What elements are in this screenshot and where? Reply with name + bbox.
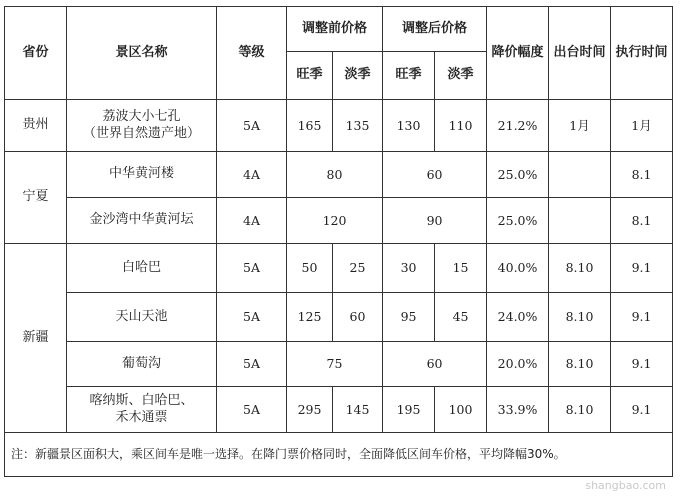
before-off-peak-cell: 145 (333, 387, 383, 433)
grade-cell: 5A (217, 244, 287, 293)
table-row (5, 293, 673, 342)
header-price-after: 调整后价格 (383, 7, 487, 52)
province-cell: 新疆 (5, 244, 67, 433)
table-row (5, 342, 673, 387)
effective-cell: 8.1 (611, 198, 673, 244)
discount-cell: 20.0% (487, 342, 549, 387)
price-adjustment-table (4, 6, 673, 477)
scenic-name-cell: 中华黄河楼 (67, 152, 217, 198)
before-peak-cell: 295 (287, 387, 333, 433)
discount-cell: 40.0% (487, 244, 549, 293)
after-price-cell: 90 (383, 198, 487, 244)
header-after-peak: 旺季 (383, 52, 435, 100)
announce-cell: 8.10 (549, 293, 611, 342)
before-off-peak-cell: 135 (333, 100, 383, 152)
grade-cell: 5A (217, 342, 287, 387)
watermark-text: shangbao.com (585, 479, 666, 492)
discount-cell: 25.0% (487, 198, 549, 244)
after-off-peak-cell: 110 (435, 100, 487, 152)
header-announce-time: 出台时间 (549, 7, 611, 100)
scenic-name-cell: 白哈巴 (67, 244, 217, 293)
announce-cell: 1月 (549, 100, 611, 152)
before-peak-cell: 125 (287, 293, 333, 342)
after-off-peak-cell: 45 (435, 293, 487, 342)
header-after-off-peak: 淡季 (435, 52, 487, 100)
announce-cell: 8.10 (549, 342, 611, 387)
province-cell: 宁夏 (5, 152, 67, 244)
table-row (5, 152, 673, 198)
after-off-peak-cell: 15 (435, 244, 487, 293)
table-row (5, 387, 673, 433)
header-effective-time: 执行时间 (611, 7, 673, 100)
header-before-peak: 旺季 (287, 52, 333, 100)
after-peak-cell: 130 (383, 100, 435, 152)
grade-cell: 5A (217, 387, 287, 433)
grade-cell: 4A (217, 198, 287, 244)
discount-cell: 21.2% (487, 100, 549, 152)
note-row (5, 433, 673, 477)
grade-cell: 5A (217, 100, 287, 152)
after-peak-cell: 30 (383, 244, 435, 293)
grade-cell: 5A (217, 293, 287, 342)
effective-cell: 8.1 (611, 152, 673, 198)
before-off-peak-cell: 25 (333, 244, 383, 293)
discount-cell: 25.0% (487, 152, 549, 198)
scenic-name-cell: 荔波大小七孔 （世界自然遗产地） (67, 100, 217, 152)
note-text: 注：新疆景区面积大，乘区间车是唯一选择。在降门票价格同时，全面降低区间车价格，平均降幅30%。 (5, 433, 673, 477)
before-price-cell: 120 (287, 198, 383, 244)
effective-cell: 1月 (611, 100, 673, 152)
after-peak-cell: 95 (383, 293, 435, 342)
effective-cell: 9.1 (611, 387, 673, 433)
scenic-name-cell: 喀纳斯、白哈巴、 禾木通票 (67, 387, 217, 433)
scenic-name-cell: 天山天池 (67, 293, 217, 342)
grade-cell: 4A (217, 152, 287, 198)
after-peak-cell: 195 (383, 387, 435, 433)
before-peak-cell: 50 (287, 244, 333, 293)
header-scenic-name: 景区名称 (67, 7, 217, 100)
before-off-peak-cell: 60 (333, 293, 383, 342)
scenic-name-cell: 葡萄沟 (67, 342, 217, 387)
effective-cell: 9.1 (611, 244, 673, 293)
table-row (5, 244, 673, 293)
before-peak-cell: 165 (287, 100, 333, 152)
after-price-cell: 60 (383, 152, 487, 198)
header-province: 省份 (5, 7, 67, 100)
discount-cell: 33.9% (487, 387, 549, 433)
before-price-cell: 75 (287, 342, 383, 387)
announce-cell: 8.10 (549, 244, 611, 293)
effective-cell: 9.1 (611, 293, 673, 342)
discount-cell: 24.0% (487, 293, 549, 342)
announce-cell (549, 198, 611, 244)
header-discount: 降价幅度 (487, 7, 549, 100)
header-before-off-peak: 淡季 (333, 52, 383, 100)
after-price-cell: 60 (383, 342, 487, 387)
scenic-name-cell: 金沙湾中华黄河坛 (67, 198, 217, 244)
table-row (5, 100, 673, 152)
header-grade: 等级 (217, 7, 287, 100)
announce-cell: 8.10 (549, 387, 611, 433)
header-price-before: 调整前价格 (287, 7, 383, 52)
header-row-1 (5, 7, 673, 52)
before-price-cell: 80 (287, 152, 383, 198)
announce-cell (549, 152, 611, 198)
table-row (5, 198, 673, 244)
effective-cell: 9.1 (611, 342, 673, 387)
after-off-peak-cell: 100 (435, 387, 487, 433)
province-cell: 贵州 (5, 100, 67, 152)
